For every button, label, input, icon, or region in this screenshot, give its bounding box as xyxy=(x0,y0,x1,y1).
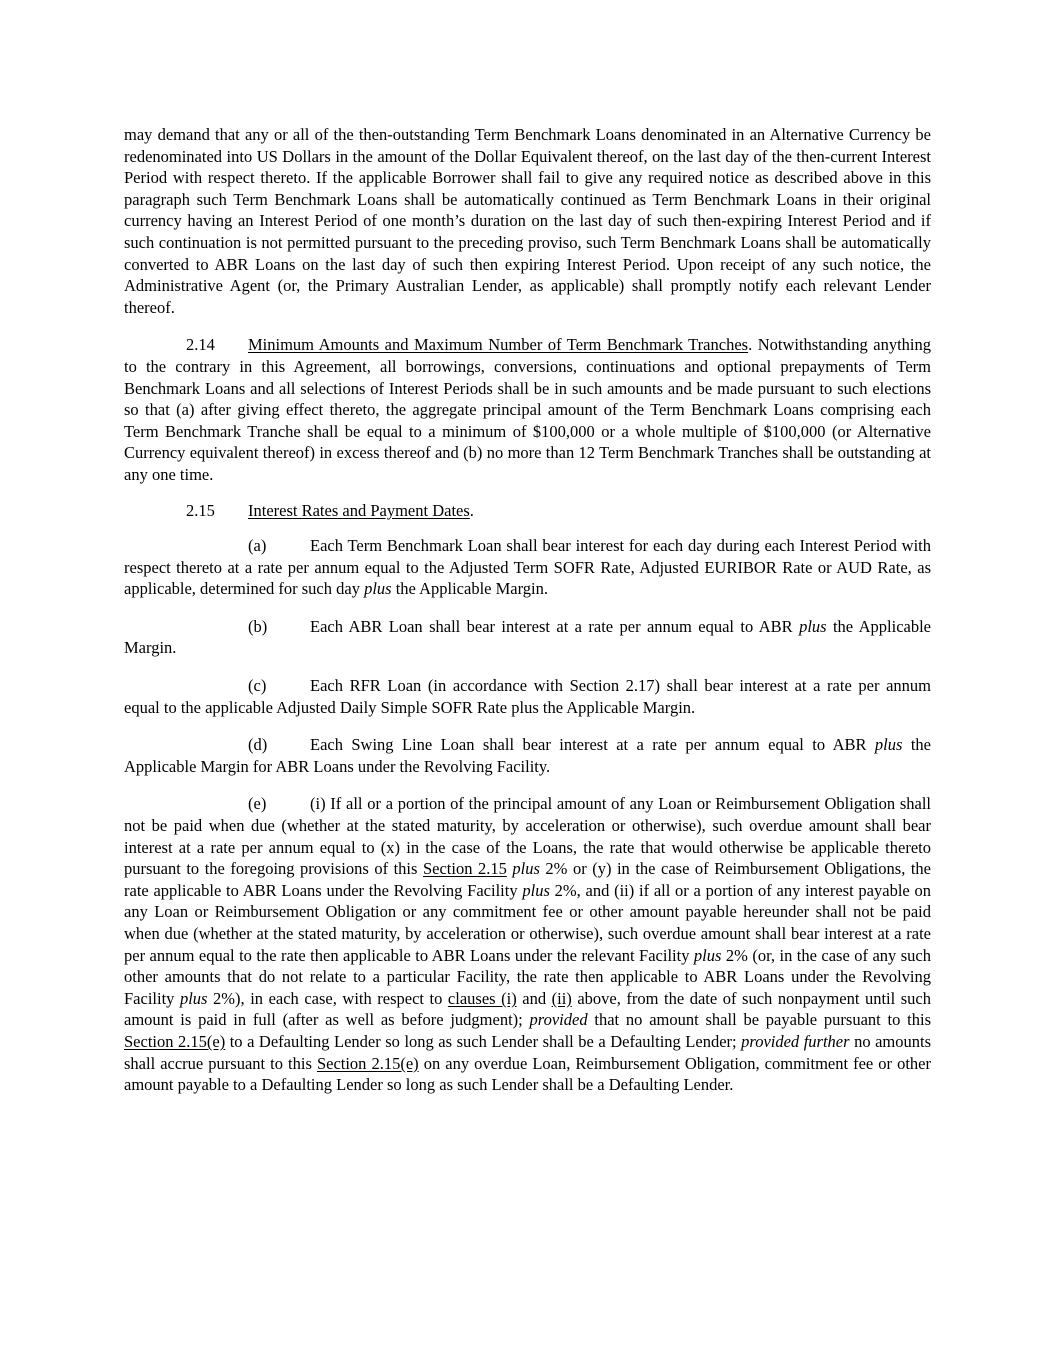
clause-a-label: (a) xyxy=(248,536,267,556)
document-page xyxy=(124,124,931,1096)
clause-e-text-6: 2%), in each case, with respect to xyxy=(207,988,448,1008)
clause-e-italic-provided: provided xyxy=(529,1010,588,1030)
clause-e-ref-section-2-15e-1: Section 2.15(e) xyxy=(124,1031,226,1051)
clause-e-italic-2: plus xyxy=(522,880,550,900)
clause-e-text-8: above, from the date of such nonpayment until such amount is paid in full (after as well as before judgment); xyxy=(124,988,931,1030)
clause-e-text-4: 2%, and (ii) if all or a portion of any interest payable on any Loan or Reimbursement Obligation or any commitment fee or other amount payable hereunder shall not be paid when due (whether at the stated maturity, by acceleration or otherwise), such overdue amount shall bear interest at a rate per annum equal to the rate then applicable to ABR Loans under the relevant Facility xyxy=(124,880,931,965)
clause-d-text-1: Each Swing Line Loan shall bear interest at a rate per annum equal to ABR xyxy=(310,735,875,755)
clause-e-text-9: that no amount shall be payable pursuant to this xyxy=(587,1010,931,1030)
clause-e-ref-section-2-15: Section 2.15 xyxy=(422,859,507,879)
clause-e-italic-3: plus xyxy=(693,945,722,965)
section-2-14-title-end: . xyxy=(748,335,753,355)
clause-b-text-2: the Applicable Margin. xyxy=(124,616,932,658)
clause-a-text-2: the Applicable Margin. xyxy=(391,579,549,599)
clause-d xyxy=(124,734,931,777)
clause-e-text-3: 2% or (y) in the case of Reimbursement Obligations, the rate applicable to ABR Loans under the Revolving Facility xyxy=(124,859,931,900)
clause-e-ref-section-2-15e-2: Section 2.15(e) xyxy=(316,1053,419,1073)
clause-a xyxy=(124,535,931,600)
section-2-15-title: Interest Rates and Payment Dates xyxy=(248,500,470,520)
clause-e-text-7: and xyxy=(516,988,552,1008)
clause-d-italic-1: plus xyxy=(874,735,903,755)
clause-e-text-11: no amounts shall accrue pursuant to this xyxy=(124,1031,932,1073)
clause-e-italic-provided-further: provided further xyxy=(741,1031,850,1051)
section-2-15-title-end: . xyxy=(469,500,474,520)
section-2-14 xyxy=(124,334,931,485)
section-2-14-number: 2.14 xyxy=(186,335,215,355)
clause-c xyxy=(124,675,931,718)
clause-e-italic-4: plus xyxy=(179,988,208,1008)
section-2-15-number: 2.15 xyxy=(186,500,215,520)
clause-e-ref-ii: (ii) xyxy=(551,988,572,1008)
clause-c-text-1: Each RFR Loan (in accordance with Section 2.17) shall bear interest at a rate per annum equal to the applicable Adjusted Daily Simple SOFR Rate plus the Applicable Margin. xyxy=(124,676,931,717)
paragraph-intro-text: may demand that any or all of the then-outstanding Term Benchmark Loans denominated in an Alternative Currency be redenominated into US Dollars in the amount of the Dollar Equivalent thereof, on the last day of the then-current Interest Period with respect thereto. If the applicable Borrower shall fail to give any required notice as described above in this paragraph such Term Benchmark Loans shall be automatically continued as Term Benchmark Loans in their original currency having an Interest Period of one month’s duration on the last day of such then-expiring Interest Period and if such continuation is not permitted pursuant to the preceding proviso, such Term Benchmark Loans shall be automatically converted to ABR Loans on the last day of such then expiring Interest Period. Upon receipt of any such notice, the Administrative Agent (or, the Primary Australian Lender, as applicable) shall promptly notify each relevant Lender thereof. xyxy=(124,125,931,317)
section-2-15-heading xyxy=(124,500,931,522)
clause-e-text-10: to a Defaulting Lender so long as such Lender shall be a Defaulting Lender; xyxy=(225,1031,742,1051)
clause-e xyxy=(124,793,931,1095)
clause-e-italic-1: plus xyxy=(512,859,540,879)
clause-b xyxy=(124,616,931,659)
clause-b-text-1: Each ABR Loan shall bear interest at a rate per annum equal to ABR xyxy=(310,616,800,636)
clause-a-text-1: Each Term Benchmark Loan shall bear interest for each day during each Interest Period with respect thereto at a rate per annum equal to the Adjusted Term SOFR Rate, Adjusted EURIBOR Rate or AUD Rate, as applicable, determined for such day xyxy=(124,536,931,599)
clause-e-label: (e) xyxy=(248,794,267,814)
clause-e-text-12: on any overdue Loan, Reimbursement Obligation, commitment fee or other amount payable to a Defaulting Lender so long as such Lender shall be a Defaulting Lender. xyxy=(124,1053,931,1095)
clause-e-text-1: (i) If all or a portion of the principal amount of any Loan or Reimbursement Obligation shall not be paid when due (whether at the stated maturity, by acceleration or otherwise), such overdue amount shall bear interest at a rate per annum equal to (x) in the case of the Loans, the rate that would otherwise be applicable thereto pursuant to the foregoing provisions of this xyxy=(124,794,931,879)
clause-e-ref-clauses-i: clauses (i) xyxy=(447,988,517,1008)
clause-b-italic-1: plus xyxy=(799,616,827,636)
clause-a-italic-1: plus xyxy=(364,579,392,599)
section-2-14-body: Notwithstanding anything to the contrary in this Agreement, all borrowings, conversions, continuations and optional prepayments of Term Benchmark Loans and all selections of Interest Periods shall be in such amounts and be made pursuant to such elections so that (a) after giving effect thereto, the aggregate principal amount of the Term Benchmark Loans comprising each Term Benchmark Tranche shall be equal to a minimum of $100,000 or a whole multiple of $100,000 (or Alternative Currency equivalent thereof) in excess thereof and (b) no more than 12 Term Benchmark Tranches shall be outstanding at any one time. xyxy=(124,335,931,484)
clause-d-label: (d) xyxy=(248,735,268,755)
clause-d-text-2: the Applicable Margin for ABR Loans under the Revolving Facility. xyxy=(124,735,931,776)
paragraph-intro xyxy=(124,124,931,318)
clause-b-label: (b) xyxy=(248,616,268,636)
clause-e-text-5: 2% (or, in the case of any such other amounts that do not relate to a particular Facility, the rate then applicable to ABR Loans under the Revolving Facility xyxy=(124,945,931,1008)
section-2-14-title: Minimum Amounts and Maximum Number of Term Benchmark Tranches xyxy=(248,335,749,355)
clause-c-label: (c) xyxy=(248,676,267,696)
